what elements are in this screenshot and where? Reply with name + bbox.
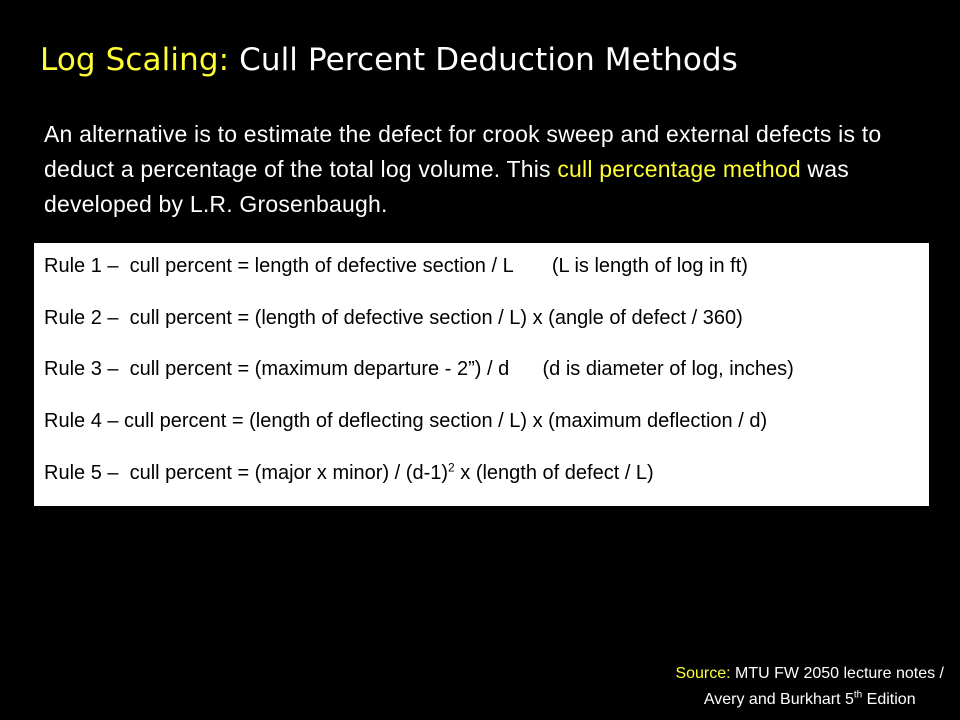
slide-title <box>40 38 738 82</box>
rule-5-text-2: x (length of defect / L) <box>454 462 654 484</box>
intro-text-1: An alternative is to estimate the defect for crook sweep and external defects is to deduct a percentage of the total log volume. This <box>44 121 882 182</box>
source-line-1 <box>675 661 944 687</box>
source-text-3: Edition <box>862 691 916 708</box>
title-text: Cull Percent Deduction Methods <box>229 42 738 78</box>
source-text-1: MTU FW 2050 lecture notes / <box>730 665 944 682</box>
rule-5 <box>44 460 654 486</box>
rule-5-exponent: 2 <box>448 460 455 475</box>
source-text-2: Avery and Burkhart 5 <box>703 691 854 708</box>
rule-5-text-1: Rule 5 – cull percent = (major x minor) / (d-1) <box>44 462 449 484</box>
intro-text-2: was developed by L.R. Grosenbaugh. <box>44 156 849 217</box>
intro-highlight: cull percentage method <box>557 156 801 182</box>
source-label: Source: <box>675 665 731 682</box>
source-citation <box>675 661 944 713</box>
rule-3: Rule 3 – cull percent = (maximum departure - 2”) / d (d is diameter of log, inches) <box>44 358 794 380</box>
source-superscript: th <box>853 689 863 701</box>
source-line-2 <box>675 687 944 713</box>
intro-paragraph <box>44 117 934 222</box>
rule-1: Rule 1 – cull percent = length of defective section / L (L is length of log in ft) <box>44 255 748 277</box>
rule-2: Rule 2 – cull percent = (length of defective section / L) x (angle of defect / 360) <box>44 307 743 329</box>
title-accent: Log Scaling: <box>40 42 230 78</box>
rule-4: Rule 4 – cull percent = (length of deflecting section / L) x (maximum deflection / d) <box>44 410 768 432</box>
rules-panel <box>34 243 929 506</box>
